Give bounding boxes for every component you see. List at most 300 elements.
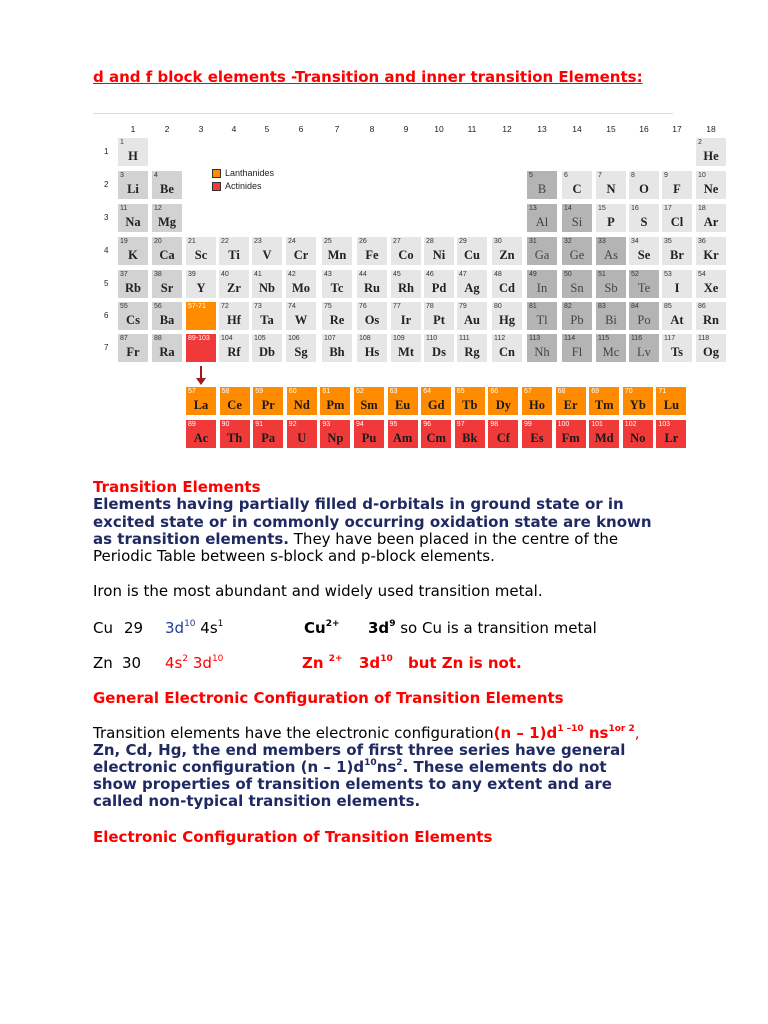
element-cell xyxy=(457,237,487,265)
element-cell xyxy=(662,171,692,199)
element-cell xyxy=(424,334,454,362)
atomic-number: 65 xyxy=(456,388,465,395)
element-cell xyxy=(388,420,418,448)
element-symbol: Hs xyxy=(364,345,380,359)
element-symbol: Cf xyxy=(496,431,510,445)
element-symbol: Ti xyxy=(228,248,240,262)
atomic-number: 93 xyxy=(322,421,331,428)
element-symbol: Sb xyxy=(604,281,618,295)
element-cell xyxy=(455,387,485,415)
element-symbol: Ga xyxy=(534,248,550,262)
element-cell xyxy=(186,302,216,330)
zn-ion-config-sup: 10 xyxy=(380,654,393,664)
element-cell xyxy=(152,334,182,362)
element-symbol: Th xyxy=(226,431,243,445)
element-cell xyxy=(492,334,522,362)
element-symbol: Xe xyxy=(703,281,719,295)
zn-config xyxy=(165,654,223,672)
element-symbol: Si xyxy=(571,215,583,229)
atomic-number: 99 xyxy=(524,421,532,428)
group-number: 5 xyxy=(264,124,270,134)
element-cell xyxy=(527,204,557,232)
element-cell xyxy=(556,387,586,415)
cu-number: 29 xyxy=(124,619,144,637)
atomic-number: 33 xyxy=(598,238,606,245)
element-cell xyxy=(152,237,182,265)
element-cell xyxy=(118,138,148,166)
element-symbol: Tm xyxy=(594,398,614,412)
cu-ion-config-main: 3d xyxy=(368,619,390,637)
element-cell xyxy=(186,270,216,298)
general-config-line: called non-typical transition elements. xyxy=(93,792,421,810)
element-symbol: He xyxy=(703,149,719,163)
element-symbol: Na xyxy=(125,215,141,229)
element-cell xyxy=(562,171,592,199)
element-cell xyxy=(662,204,692,232)
element-symbol: Hf xyxy=(227,313,241,327)
period-number: 5 xyxy=(104,279,109,288)
atomic-number: 87 xyxy=(120,335,128,342)
atomic-number: 71 xyxy=(658,388,667,395)
element-cell xyxy=(488,387,518,415)
atomic-number: 79 xyxy=(459,303,467,310)
general-config-intro: Transition elements have the electronic configuration xyxy=(93,724,494,742)
element-cell xyxy=(596,270,626,298)
element-cell xyxy=(457,270,487,298)
group-number: 18 xyxy=(706,124,716,134)
element-symbol: Rh xyxy=(398,281,414,295)
element-symbol: W xyxy=(294,313,308,327)
element-symbol: Cl xyxy=(670,215,684,229)
cu-ion-symbol: Cu xyxy=(304,619,326,637)
atomic-number: 8 xyxy=(631,172,635,179)
element-cell xyxy=(623,387,653,415)
atomic-number: 48 xyxy=(494,271,502,278)
element-symbol: In xyxy=(536,281,548,295)
group-number: 10 xyxy=(434,124,444,134)
config-sup: 10 xyxy=(364,758,377,768)
element-cell xyxy=(152,204,182,232)
cu-ion-charge: 2+ xyxy=(325,619,340,629)
element-symbol: Cu xyxy=(464,248,480,262)
atomic-number: 4 xyxy=(154,172,158,179)
group-number: 17 xyxy=(672,124,682,134)
atomic-number: 72 xyxy=(221,303,229,310)
atomic-number: 23 xyxy=(254,238,262,245)
cu-element: Cu xyxy=(93,619,113,637)
element-cell xyxy=(696,237,726,265)
atomic-number: 16 xyxy=(631,205,639,212)
atomic-number: 54 xyxy=(698,271,706,278)
element-cell xyxy=(219,270,249,298)
atomic-number: 58 xyxy=(221,388,230,395)
element-symbol: Nh xyxy=(534,345,550,359)
legend-actinides xyxy=(212,181,262,191)
element-symbol: Kr xyxy=(703,248,719,262)
element-symbol: Mt xyxy=(398,345,414,359)
atomic-number: 20 xyxy=(154,238,162,245)
element-cell xyxy=(252,270,282,298)
element-cell xyxy=(492,302,522,330)
element-cell xyxy=(596,334,626,362)
group-number: 16 xyxy=(639,124,649,134)
atomic-number: 83 xyxy=(598,303,606,310)
atomic-number: 6 xyxy=(564,172,568,179)
element-symbol: Dy xyxy=(495,398,512,412)
general-config-line: Zn, Cd, Hg, the end members of first three series have general xyxy=(93,741,626,759)
atomic-number: 94 xyxy=(356,421,364,428)
element-cell xyxy=(596,237,626,265)
group-number: 1 xyxy=(130,124,136,134)
element-cell xyxy=(320,387,350,415)
element-cell xyxy=(527,237,557,265)
element-symbol: Ru xyxy=(364,281,380,295)
element-symbol: Ts xyxy=(670,345,684,359)
element-symbol: Be xyxy=(160,182,174,196)
atomic-number: 110 xyxy=(426,335,438,342)
cu-note: so Cu is a transition metal xyxy=(395,619,597,637)
atomic-number: 105 xyxy=(254,335,266,342)
atomic-number: 116 xyxy=(631,335,643,342)
element-cell xyxy=(421,420,451,448)
element-symbol: Au xyxy=(464,313,480,327)
group-number: 15 xyxy=(606,124,616,134)
element-cell xyxy=(596,171,626,199)
element-cell xyxy=(320,420,350,448)
element-cell xyxy=(696,138,726,166)
iron-statement: Iron is the most abundant and widely used transition metal. xyxy=(93,582,543,600)
element-symbol: Li xyxy=(127,182,139,196)
element-symbol: La xyxy=(193,398,209,412)
zn-ion-charge: 2+ xyxy=(328,654,343,664)
element-cell xyxy=(391,270,421,298)
atomic-number: 53 xyxy=(664,271,672,278)
formula-part-a-sup: 1 –10 xyxy=(557,724,584,734)
element-cell xyxy=(286,302,316,330)
zn-ion-config-main: 3d xyxy=(359,654,381,672)
element-cell xyxy=(629,237,659,265)
zn-number: 30 xyxy=(122,654,142,672)
element-symbol: Sg xyxy=(294,345,308,359)
element-symbol: Tb xyxy=(462,398,478,412)
element-cell xyxy=(286,270,316,298)
periodic-table xyxy=(0,0,768,460)
atomic-number: 36 xyxy=(698,238,706,245)
atomic-number: 98 xyxy=(490,421,499,428)
group-number: 14 xyxy=(572,124,582,134)
atomic-number: 80 xyxy=(494,303,502,310)
element-symbol: Sn xyxy=(570,281,584,295)
element-cell xyxy=(357,334,387,362)
atomic-number: 60 xyxy=(288,388,297,395)
element-symbol: Mc xyxy=(602,345,620,359)
element-symbol: Rn xyxy=(703,313,719,327)
element-symbol: Db xyxy=(259,345,275,359)
element-cell xyxy=(556,420,586,448)
element-cell xyxy=(562,270,592,298)
definition-line: Periodic Table between s-block and p-block elements. xyxy=(93,547,495,565)
atomic-number: 108 xyxy=(359,335,371,342)
atomic-number: 46 xyxy=(426,271,434,278)
atomic-number: 97 xyxy=(456,421,465,428)
element-symbol: Te xyxy=(637,281,651,295)
zn-note: but Zn is not. xyxy=(408,654,522,672)
element-cell xyxy=(662,270,692,298)
atomic-number: 106 xyxy=(288,335,300,342)
element-cell xyxy=(118,270,148,298)
element-cell xyxy=(186,334,216,362)
atomic-number: 14 xyxy=(564,205,572,212)
legend-label: Actinides xyxy=(225,181,262,191)
element-cell xyxy=(118,237,148,265)
element-symbol: Am xyxy=(392,431,413,445)
element-symbol: Cn xyxy=(499,345,515,359)
atomic-number: 32 xyxy=(564,238,572,245)
element-cell xyxy=(527,302,557,330)
element-cell xyxy=(421,387,451,415)
element-cell xyxy=(391,302,421,330)
element-symbol: Rb xyxy=(125,281,141,295)
atomic-number: 38 xyxy=(154,271,162,278)
atomic-number: 21 xyxy=(188,238,196,245)
atomic-number: 63 xyxy=(389,388,398,395)
element-symbol: Ar xyxy=(703,215,719,229)
element-symbol: Tl xyxy=(536,313,548,327)
element-symbol: Y xyxy=(196,281,206,295)
formula-part-b: ns xyxy=(583,724,609,742)
period-number: 6 xyxy=(104,311,109,320)
atomic-number: 85 xyxy=(664,303,672,310)
element-symbol: Sc xyxy=(194,248,208,262)
page-title: d and f block elements -Transition and inner transition Elements: xyxy=(93,68,643,86)
atomic-number: 75 xyxy=(324,303,332,310)
atomic-number: 35 xyxy=(664,238,672,245)
element-symbol: Ba xyxy=(159,313,175,327)
group-number: 4 xyxy=(231,124,237,134)
atomic-number: 91 xyxy=(255,421,263,428)
element-symbol: Mo xyxy=(291,281,311,295)
element-cell xyxy=(322,237,352,265)
atomic-number: 111 xyxy=(459,335,470,342)
zn-config-a: 4s xyxy=(165,654,183,672)
element-cell xyxy=(186,420,216,448)
element-symbol: Ta xyxy=(260,313,274,327)
element-symbol: Pb xyxy=(570,313,584,327)
element-cell xyxy=(492,237,522,265)
element-symbol: O xyxy=(639,182,649,196)
atomic-number: 100 xyxy=(557,421,570,428)
group-number: 8 xyxy=(369,124,375,134)
atomic-number: 61 xyxy=(322,388,331,395)
element-symbol: Ds xyxy=(432,345,446,359)
element-symbol: Fe xyxy=(365,248,379,262)
element-symbol: As xyxy=(604,248,618,262)
element-symbol: Nd xyxy=(293,398,310,412)
element-cell xyxy=(219,237,249,265)
element-symbol: C xyxy=(572,182,582,196)
element-symbol: Ac xyxy=(193,431,209,445)
atomic-number: 19 xyxy=(120,238,128,245)
zn-ion-symbol: Zn xyxy=(302,654,329,672)
element-cell xyxy=(118,204,148,232)
cu-row xyxy=(93,619,113,637)
element-symbol: Pt xyxy=(433,313,445,327)
legend-swatch-actinides xyxy=(212,182,221,191)
element-cell xyxy=(596,302,626,330)
atomic-number: 55 xyxy=(120,303,128,310)
element-symbol: Lr xyxy=(664,431,679,445)
element-symbol: Nb xyxy=(259,281,275,295)
general-config-line: show properties of transition elements to any extent and are xyxy=(93,775,612,793)
element-cell xyxy=(562,302,592,330)
element-symbol: Mn xyxy=(327,248,347,262)
element-cell xyxy=(527,334,557,362)
element-cell xyxy=(220,387,250,415)
atomic-number: 89 xyxy=(188,421,196,428)
element-cell xyxy=(354,387,384,415)
element-symbol: Pd xyxy=(431,281,447,295)
atomic-number: 104 xyxy=(221,335,233,342)
atomic-number: 77 xyxy=(393,303,401,310)
atomic-number: 66 xyxy=(490,388,499,395)
general-config-line xyxy=(93,724,640,742)
element-cell xyxy=(596,204,626,232)
atomic-number: 51 xyxy=(598,271,606,278)
element-symbol: Md xyxy=(594,431,614,445)
atomic-number: 76 xyxy=(359,303,367,310)
element-symbol: Ir xyxy=(400,313,412,327)
element-symbol: Sr xyxy=(160,281,174,295)
config-text: . These elements do not xyxy=(402,758,607,776)
element-cell xyxy=(252,334,282,362)
element-cell xyxy=(488,420,518,448)
zn-config-a-sup: 2 xyxy=(182,654,189,664)
group-number: 2 xyxy=(164,124,170,134)
atomic-number: 2 xyxy=(698,139,702,146)
atomic-number: 103 xyxy=(658,421,671,428)
definition-line xyxy=(93,530,618,548)
element-symbol: Pu xyxy=(361,431,377,445)
element-cell xyxy=(357,270,387,298)
atomic-number: 18 xyxy=(698,205,706,212)
element-symbol: Rf xyxy=(227,345,241,359)
atomic-number: 44 xyxy=(359,271,367,278)
element-cell xyxy=(287,420,317,448)
cu-config-b: 4s xyxy=(195,619,218,637)
atomic-number: 47 xyxy=(459,271,467,278)
atomic-number: 69 xyxy=(591,388,599,395)
element-symbol: Bi xyxy=(605,313,617,327)
element-cell xyxy=(696,302,726,330)
atomic-number: 3 xyxy=(120,172,124,179)
element-symbol: N xyxy=(606,182,616,196)
element-cell xyxy=(322,270,352,298)
element-symbol: Np xyxy=(327,431,344,445)
atomic-number: 59 xyxy=(255,388,263,395)
element-symbol: Cm xyxy=(426,431,446,445)
atomic-number: 28 xyxy=(426,238,434,245)
atomic-number: 57-71 xyxy=(188,303,206,310)
atomic-number: 7 xyxy=(598,172,602,179)
section-heading-transition: Transition Elements xyxy=(93,478,261,496)
cu-config-b-sup: 1 xyxy=(217,619,224,629)
atomic-number: 26 xyxy=(359,238,367,245)
atomic-number: 5 xyxy=(529,172,533,179)
atomic-number: 24 xyxy=(288,238,296,245)
element-symbol: Pa xyxy=(261,431,276,445)
element-symbol: Gd xyxy=(427,398,445,412)
atomic-number: 12 xyxy=(154,205,162,212)
group-number: 11 xyxy=(467,124,477,134)
element-symbol: Os xyxy=(364,313,380,327)
atomic-number: 64 xyxy=(423,388,431,395)
element-symbol: Bk xyxy=(462,431,478,445)
element-symbol: Sm xyxy=(360,398,378,412)
atomic-number: 88 xyxy=(154,335,162,342)
atomic-number: 81 xyxy=(529,303,537,310)
element-symbol: H xyxy=(128,149,138,163)
element-cell xyxy=(220,420,250,448)
atomic-number: 101 xyxy=(591,421,603,428)
atomic-number: 39 xyxy=(188,271,196,278)
definition-rest: They have been placed in the centre of the xyxy=(289,530,619,548)
atomic-number: 92 xyxy=(288,421,297,428)
element-symbol: Al xyxy=(535,215,549,229)
atomic-number: 43 xyxy=(324,271,332,278)
atomic-number: 89-103 xyxy=(188,335,210,342)
element-cell xyxy=(527,270,557,298)
config-sup: 2 xyxy=(396,758,403,768)
atomic-number: 41 xyxy=(254,271,262,278)
element-symbol: S xyxy=(640,215,648,229)
element-symbol: Mg xyxy=(157,215,177,229)
atomic-number: 11 xyxy=(120,205,128,212)
element-cell xyxy=(286,237,316,265)
atomic-number: 50 xyxy=(564,271,572,278)
period-number: 1 xyxy=(104,147,109,156)
element-symbol: Tc xyxy=(330,281,344,295)
element-symbol: Rg xyxy=(464,345,480,359)
element-cell xyxy=(696,270,726,298)
element-cell xyxy=(662,302,692,330)
arrowhead-icon xyxy=(196,378,206,385)
group-number: 13 xyxy=(537,124,547,134)
element-cell xyxy=(455,420,485,448)
element-cell xyxy=(696,334,726,362)
config-text: electronic configuration (n – 1)d xyxy=(93,758,365,776)
atomic-number: 37 xyxy=(120,271,128,278)
legend-label: Lanthanides xyxy=(225,168,275,178)
element-cell xyxy=(118,334,148,362)
element-cell xyxy=(118,302,148,330)
element-symbol: Es xyxy=(530,431,544,445)
atomic-number: 86 xyxy=(698,303,706,310)
element-symbol: Lv xyxy=(637,345,651,359)
atomic-number: 31 xyxy=(529,238,537,245)
element-cell xyxy=(696,204,726,232)
element-symbol: Cs xyxy=(126,313,140,327)
element-symbol: Er xyxy=(563,398,578,412)
atomic-number: 40 xyxy=(221,271,229,278)
element-symbol: Fr xyxy=(126,345,140,359)
element-symbol: K xyxy=(128,248,138,262)
element-symbol: V xyxy=(262,248,272,262)
element-symbol: Zr xyxy=(227,281,241,295)
atomic-number: 112 xyxy=(494,335,506,342)
element-symbol: At xyxy=(670,313,684,327)
definition-line: Elements having partially filled d-orbitals in ground state or in xyxy=(93,495,624,513)
element-symbol: Ni xyxy=(432,248,446,262)
